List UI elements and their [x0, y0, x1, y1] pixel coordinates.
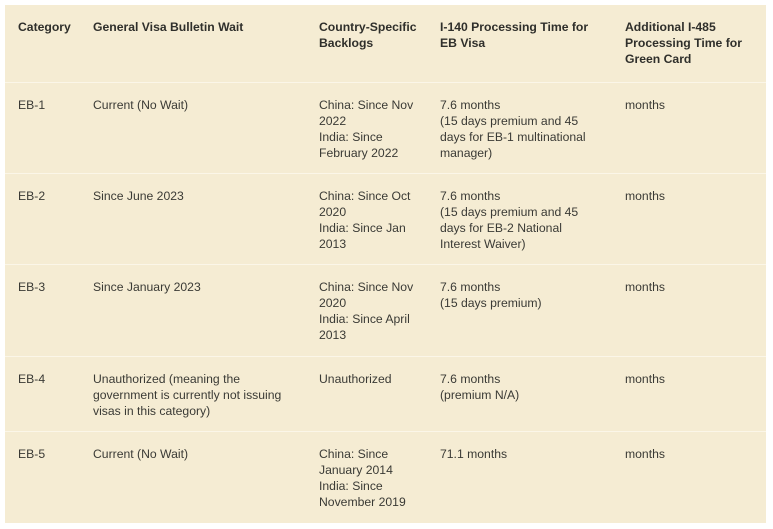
- cell-general-wait: Since January 2023: [87, 264, 313, 356]
- cell-i140: [434, 356, 619, 431]
- i140-note: (15 days premium): [440, 295, 542, 310]
- cell-general-wait: Unauthorized (meaning the government is currently not issuing visas in this category): [87, 356, 313, 431]
- backlog-status: Unauthorized: [319, 371, 392, 386]
- backlog-china: China: Since January 2014: [319, 446, 393, 477]
- cell-general-wait: Since June 2023: [87, 173, 313, 264]
- table-row: [5, 264, 766, 356]
- backlog-china: China: Since Nov 2020: [319, 279, 414, 310]
- header-i140-time: I-140 Processing Time for EB Visa: [440, 20, 589, 50]
- backlog-china: China: Since Nov 2022: [319, 97, 414, 128]
- cell-backlogs: [313, 264, 434, 356]
- backlog-china: China: Since Oct 2020: [319, 188, 411, 219]
- cell-backlogs: [313, 82, 434, 173]
- cell-backlogs: [313, 173, 434, 264]
- table-row: [5, 82, 766, 173]
- cell-general-wait: Current (No Wait): [87, 82, 313, 173]
- table-row: [5, 431, 766, 523]
- cell-i140: [434, 173, 619, 264]
- cell-i140: [434, 82, 619, 173]
- cell-category: EB-3: [5, 264, 87, 356]
- cell-backlogs: [313, 431, 434, 523]
- i140-time: 7.6 months: [440, 188, 501, 203]
- header-category: Category: [18, 20, 71, 34]
- backlog-india: India: Since April 2013: [319, 311, 410, 342]
- cell-i140: [434, 431, 619, 523]
- cell-i485: months: [619, 82, 766, 173]
- header-i485-time: Additional I-485 Processing Time for Green Card: [625, 20, 742, 66]
- i140-time: 71.1 months: [440, 446, 508, 461]
- cell-general-wait: Current (No Wait): [87, 431, 313, 523]
- header-country-backlogs: Country-Specific Backlogs: [319, 20, 417, 50]
- i140-note: (15 days premium and 45 days for EB-1 multinational manager): [440, 113, 586, 160]
- i140-note: (premium N/A): [440, 387, 520, 402]
- cell-backlogs: [313, 356, 434, 431]
- header-general-wait: General Visa Bulletin Wait: [93, 20, 244, 34]
- cell-i485: months: [619, 356, 766, 431]
- table-row: [5, 356, 766, 431]
- table-row: [5, 173, 766, 264]
- cell-i140: [434, 264, 619, 356]
- visa-table-container: [5, 5, 766, 523]
- i140-time: 7.6 months: [440, 371, 501, 386]
- backlog-india: India: Since February 2022: [319, 129, 399, 160]
- cell-category: EB-4: [5, 356, 87, 431]
- i140-time: 7.6 months: [440, 279, 501, 294]
- visa-wait-table: [5, 5, 766, 523]
- backlog-india: India: Since Jan 2013: [319, 220, 406, 251]
- i140-time: 7.6 months: [440, 97, 501, 112]
- cell-category: EB-1: [5, 82, 87, 173]
- cell-i485: months: [619, 173, 766, 264]
- backlog-india: India: Since November 2019: [319, 478, 406, 509]
- table-header-row: [5, 5, 766, 82]
- i140-note: (15 days premium and 45 days for EB-2 National Interest Waiver): [440, 204, 579, 251]
- cell-category: EB-5: [5, 431, 87, 523]
- cell-category: EB-2: [5, 173, 87, 264]
- cell-i485: months: [619, 264, 766, 356]
- cell-i485: months: [619, 431, 766, 523]
